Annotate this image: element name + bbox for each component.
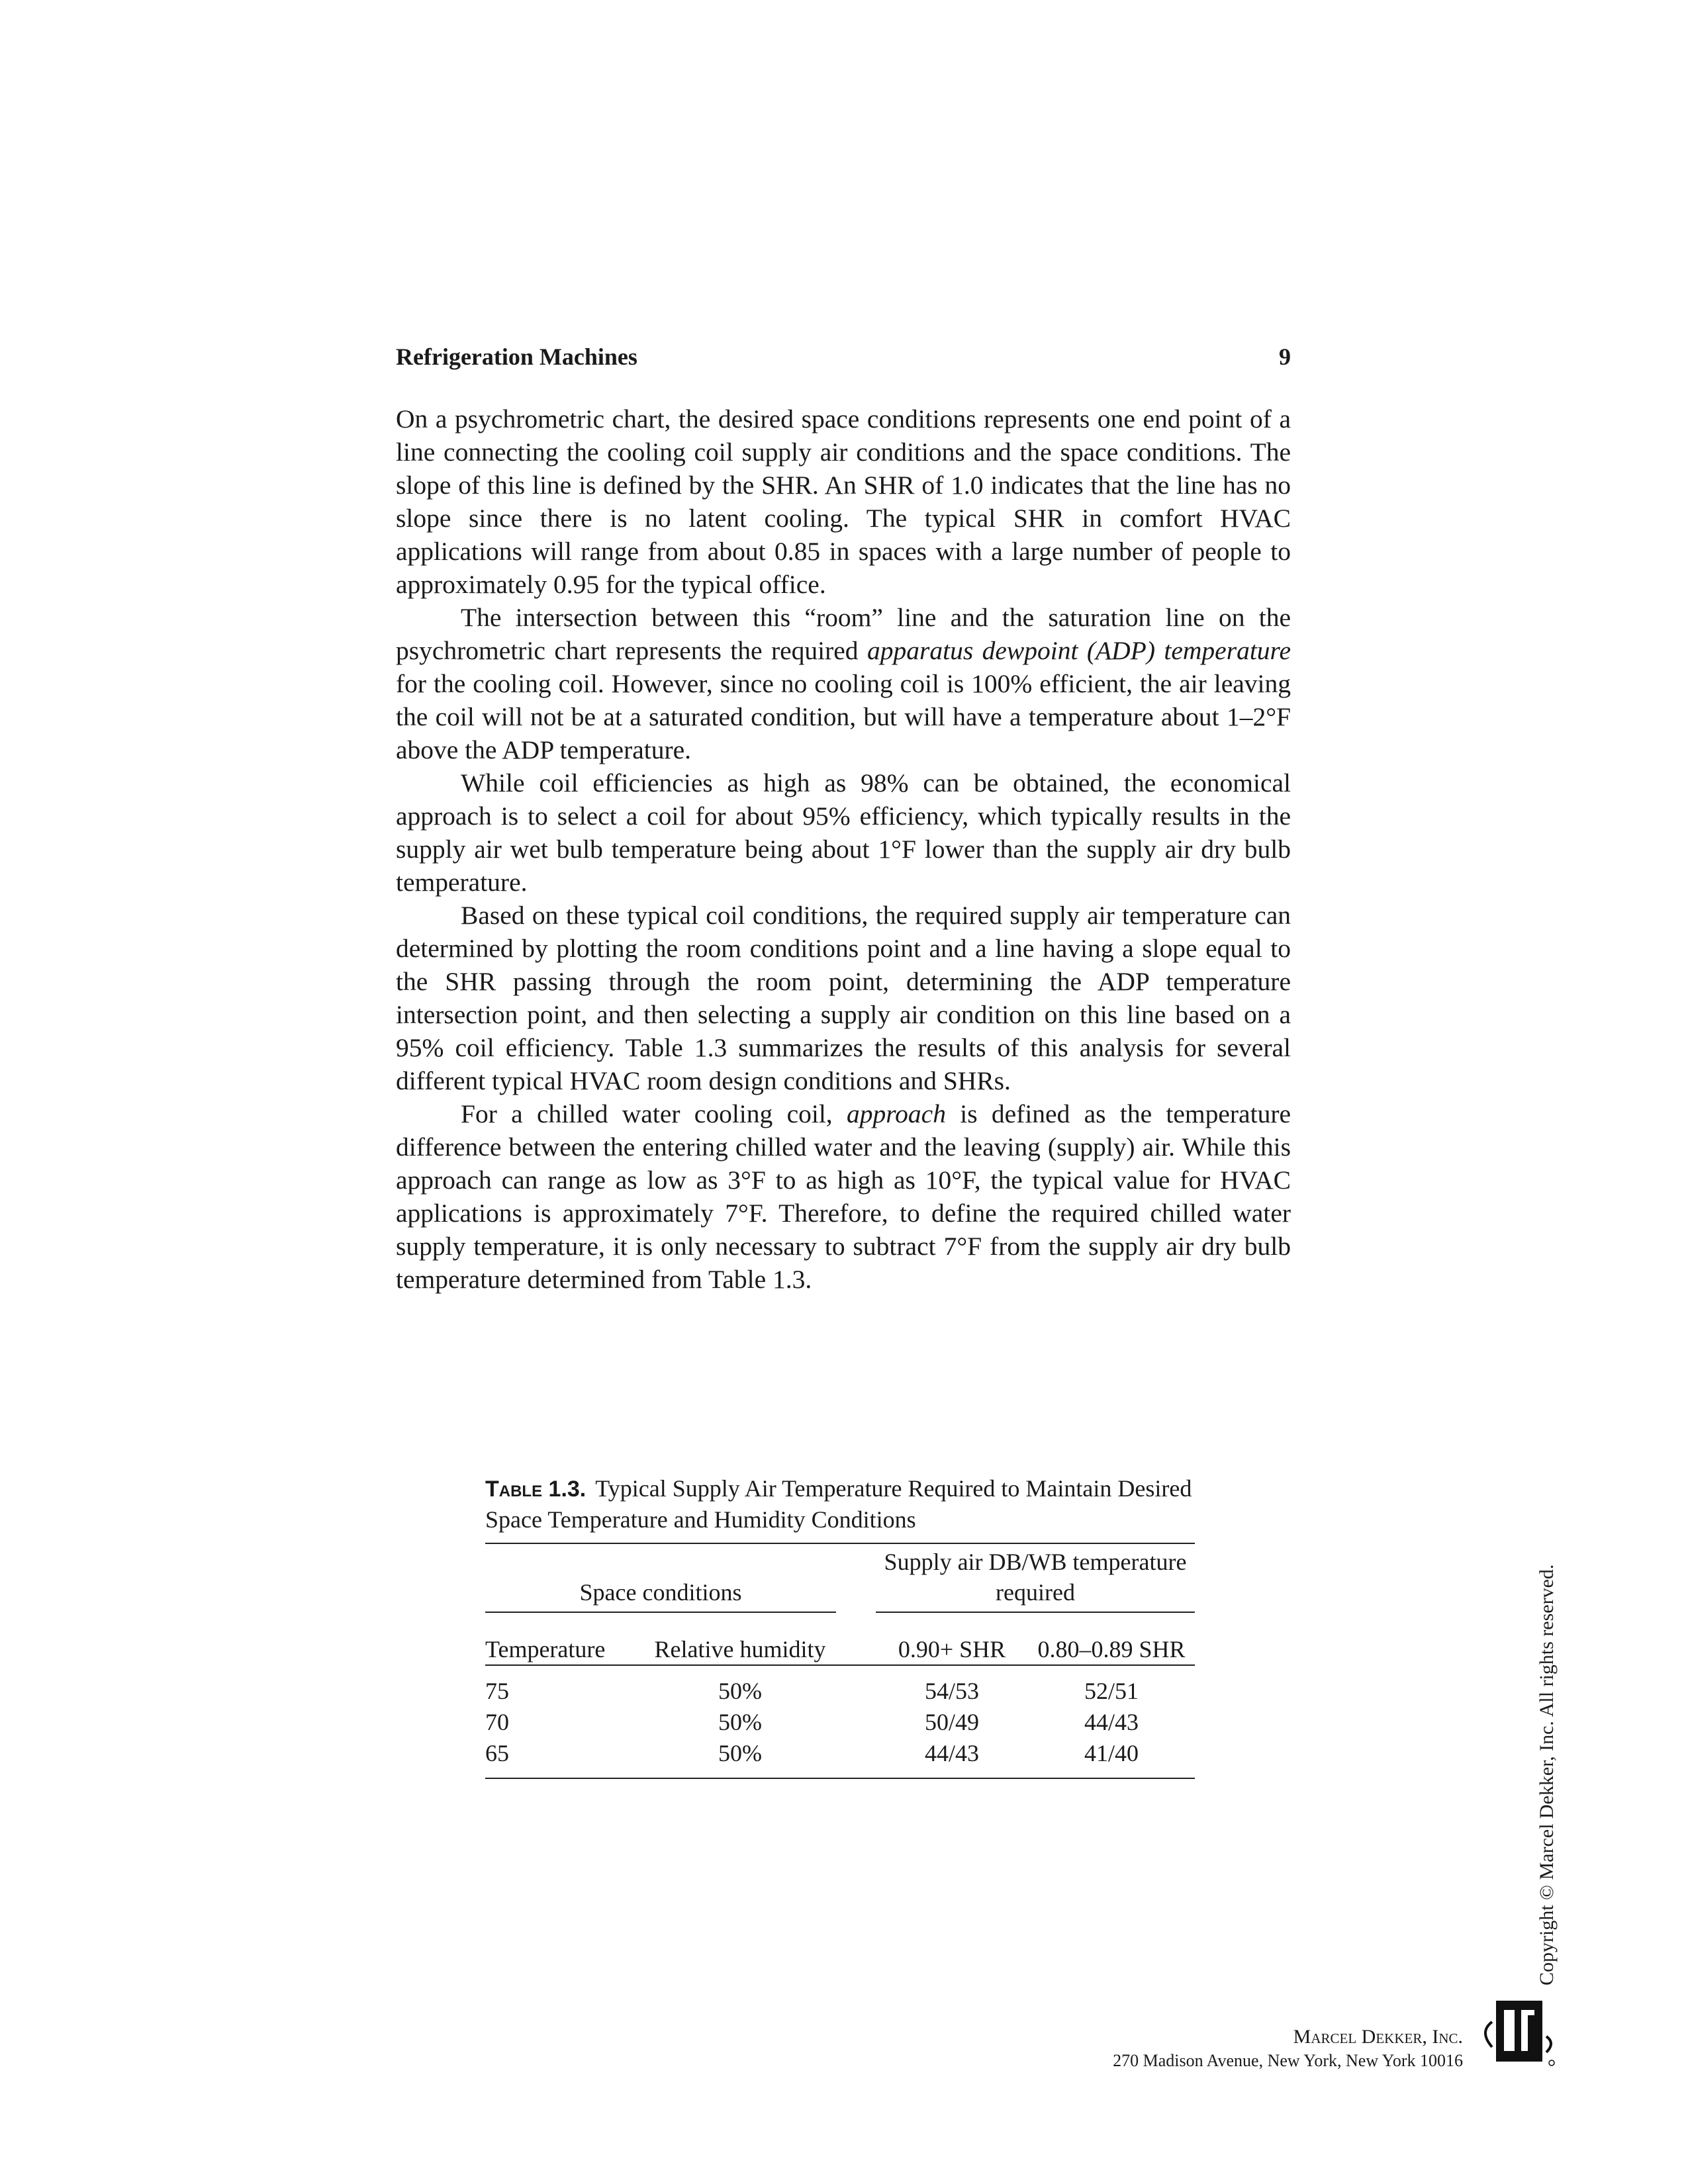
body-text	[396, 402, 1291, 1296]
paragraph: For a chilled water cooling coil, approach is defined as the temperature difference between the entering chilled water and the leaving (supply) air. While this approach can range as low as 3°F to as high as 10°F, the typical value for HVAC applications is approximately 7°F. Therefore, to define the required chilled water supply temperature, it is only necessary to subtract 7°F from the supply air dry bulb temperature determined from Table 1.3.	[396, 1099, 1291, 1294]
column-header: Temperature	[485, 1636, 606, 1662]
paragraph: The intersection between this “room” line and the saturation line on the psychrometric chart represents the required apparatus dewpoint (ADP) temperature for the cooling coil. However, since no cooling coil is 100% efficient, the air leaving the coil will not be at a saturated condition, but will have a temperature about 1–2°F above the ADP temperature.	[396, 603, 1291, 764]
cell: 50%	[718, 1740, 762, 1766]
table-caption: Table 1.3. Typical Supply Air Temperature Required to Maintain Desired Space Temperature and Humidity Conditions	[485, 1475, 1192, 1533]
cell: 70	[485, 1709, 509, 1735]
table-group-header	[485, 1544, 1195, 1612]
publisher-logo-icon	[1477, 1995, 1557, 2068]
publisher-address: 270 Madison Avenue, New York, New York 10016	[1113, 2051, 1463, 2070]
paragraph: While coil efficiencies as high as 98% can be obtained, the economical approach is to select a coil for about 95% efficiency, which typically results in the supply air wet bulb temperature being about 1°F lower than the supply air dry bulb temperature.	[396, 768, 1291, 897]
cell: 52/51	[1084, 1678, 1139, 1704]
emphasis: apparatus dewpoint (ADP) temperature	[867, 636, 1291, 665]
running-header	[396, 336, 1291, 376]
table-label: Table 1.3.	[485, 1477, 586, 1502]
group-header-space: Space conditions	[485, 1544, 836, 1612]
column-header: 0.80–0.89 SHR	[1037, 1636, 1186, 1662]
cell: 50%	[718, 1678, 762, 1704]
cell: 75	[485, 1678, 509, 1704]
cell: 65	[485, 1740, 509, 1766]
cell: 54/53	[924, 1678, 979, 1704]
table-row	[485, 1665, 1195, 1706]
cell: 50/49	[924, 1709, 979, 1735]
table-row	[485, 1706, 1195, 1737]
column-header: 0.90+ SHR	[898, 1636, 1006, 1662]
cell: 44/43	[924, 1740, 979, 1766]
cell: 41/40	[1084, 1740, 1139, 1766]
header-title: Refrigeration Machines	[396, 343, 637, 370]
paragraph: On a psychrometric chart, the desired space conditions represents one end point of a line connecting the cooling coil supply air conditions and the space conditions. The slope of this line is defined by the SHR. An SHR of 1.0 indicates that the line has no slope since there is no latent cooling. The typical SHR in comfort HVAC applications will range from about 0.85 in spaces with a large number of people to approximately 0.95 for the typical office.	[396, 404, 1291, 599]
copyright-notice: Copyright © Marcel Dekker, Inc. All rights reserved.	[1536, 1564, 1558, 1985]
cell: 44/43	[1084, 1709, 1139, 1735]
table-1-3	[485, 1473, 1195, 1779]
publisher-name: Marcel Dekker, Inc.	[1293, 2026, 1463, 2048]
column-header: Relative humidity	[654, 1636, 826, 1662]
page-number: 9	[1279, 343, 1291, 370]
paragraph: Based on these typical coil conditions, the required supply air temperature can determined by plotting the room conditions point and a line having a slope equal to the SHR passing through the room point, determining the ADP temperature intersection point, and then selecting a supply air condition on this line based on a 95% coil efficiency. Table 1.3 summarizes the results of this analysis for several different typical HVAC room design conditions and SHRs.	[396, 901, 1291, 1095]
publisher-imprint	[1113, 2025, 1463, 2073]
emphasis: approach	[847, 1099, 946, 1128]
data-table	[485, 1544, 1195, 1779]
group-header-supply: Supply air DB/WB temperature required	[876, 1544, 1195, 1612]
table-row	[485, 1737, 1195, 1778]
cell: 50%	[718, 1709, 762, 1735]
table-column-header	[485, 1612, 1195, 1665]
